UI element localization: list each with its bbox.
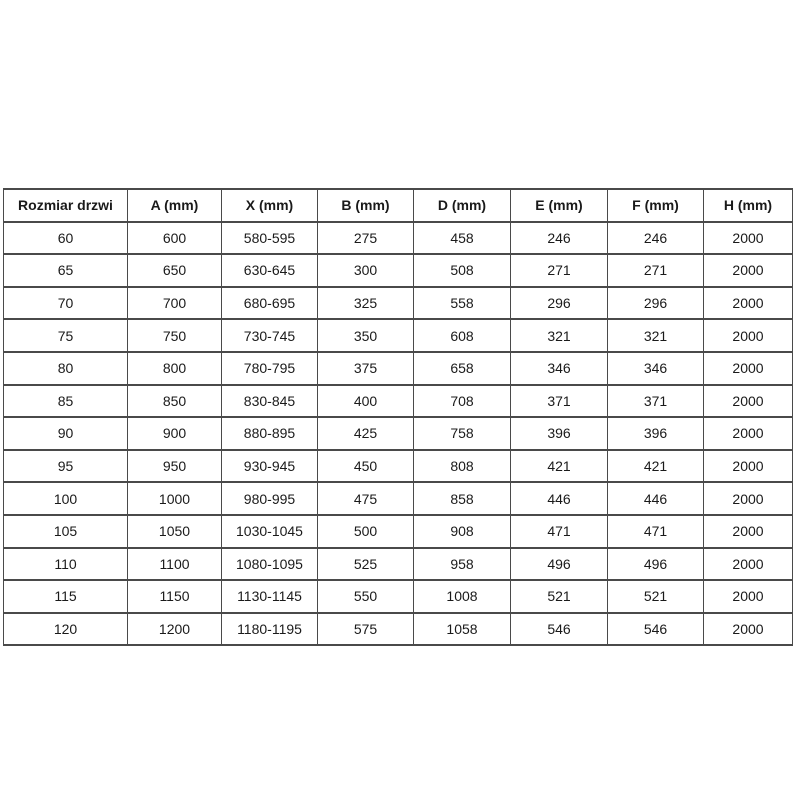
table-row — [4, 352, 793, 385]
table-row — [4, 254, 793, 287]
table-row — [4, 287, 793, 320]
data-cell: 471 — [511, 515, 608, 548]
header-cell: D (mm) — [414, 189, 511, 222]
data-cell: 1058 — [414, 613, 511, 646]
table-body — [4, 222, 793, 646]
data-cell: 246 — [511, 222, 608, 255]
data-cell: 830-845 — [222, 385, 318, 418]
header-cell: F (mm) — [608, 189, 704, 222]
data-cell: 521 — [511, 580, 608, 613]
data-cell: 458 — [414, 222, 511, 255]
data-cell: 446 — [608, 482, 704, 515]
header-cell: B (mm) — [318, 189, 414, 222]
table-row — [4, 385, 793, 418]
data-cell: 246 — [608, 222, 704, 255]
data-cell: 346 — [511, 352, 608, 385]
data-cell: 2000 — [704, 482, 793, 515]
data-cell: 1100 — [128, 548, 222, 581]
data-cell: 1008 — [414, 580, 511, 613]
data-cell: 60 — [4, 222, 128, 255]
door-dimensions-table — [3, 188, 793, 646]
data-cell: 2000 — [704, 352, 793, 385]
data-cell: 708 — [414, 385, 511, 418]
data-cell: 900 — [128, 417, 222, 450]
data-cell: 1000 — [128, 482, 222, 515]
data-cell: 808 — [414, 450, 511, 483]
data-cell: 980-995 — [222, 482, 318, 515]
data-cell: 446 — [511, 482, 608, 515]
data-cell: 75 — [4, 319, 128, 352]
data-cell: 425 — [318, 417, 414, 450]
data-cell: 271 — [608, 254, 704, 287]
table-row — [4, 482, 793, 515]
data-cell: 525 — [318, 548, 414, 581]
table-header-row — [4, 189, 793, 222]
data-cell: 2000 — [704, 222, 793, 255]
data-cell: 471 — [608, 515, 704, 548]
data-cell: 1130-1145 — [222, 580, 318, 613]
data-cell: 2000 — [704, 254, 793, 287]
data-cell: 930-945 — [222, 450, 318, 483]
data-cell: 296 — [511, 287, 608, 320]
data-cell: 850 — [128, 385, 222, 418]
data-cell: 70 — [4, 287, 128, 320]
data-cell: 115 — [4, 580, 128, 613]
data-cell: 650 — [128, 254, 222, 287]
data-cell: 780-795 — [222, 352, 318, 385]
data-cell: 2000 — [704, 385, 793, 418]
header-cell: Rozmiar drzwi — [4, 189, 128, 222]
header-cell: X (mm) — [222, 189, 318, 222]
data-cell: 120 — [4, 613, 128, 646]
data-cell: 1180-1195 — [222, 613, 318, 646]
table-row — [4, 613, 793, 646]
data-cell: 658 — [414, 352, 511, 385]
data-cell: 296 — [608, 287, 704, 320]
data-cell: 300 — [318, 254, 414, 287]
data-cell: 275 — [318, 222, 414, 255]
data-cell: 2000 — [704, 515, 793, 548]
data-cell: 2000 — [704, 450, 793, 483]
data-cell: 508 — [414, 254, 511, 287]
header-cell: A (mm) — [128, 189, 222, 222]
data-cell: 475 — [318, 482, 414, 515]
data-cell: 1050 — [128, 515, 222, 548]
data-cell: 400 — [318, 385, 414, 418]
data-cell: 271 — [511, 254, 608, 287]
data-cell: 500 — [318, 515, 414, 548]
data-cell: 1030-1045 — [222, 515, 318, 548]
data-cell: 750 — [128, 319, 222, 352]
data-cell: 65 — [4, 254, 128, 287]
data-cell: 958 — [414, 548, 511, 581]
data-cell: 600 — [128, 222, 222, 255]
data-cell: 2000 — [704, 287, 793, 320]
data-cell: 85 — [4, 385, 128, 418]
data-cell: 325 — [318, 287, 414, 320]
table-row — [4, 548, 793, 581]
table-row — [4, 515, 793, 548]
data-cell: 558 — [414, 287, 511, 320]
data-cell: 575 — [318, 613, 414, 646]
data-cell: 630-645 — [222, 254, 318, 287]
data-cell: 2000 — [704, 417, 793, 450]
data-cell: 800 — [128, 352, 222, 385]
data-cell: 880-895 — [222, 417, 318, 450]
data-cell: 700 — [128, 287, 222, 320]
table-row — [4, 319, 793, 352]
data-cell: 680-695 — [222, 287, 318, 320]
data-cell: 421 — [608, 450, 704, 483]
data-cell: 608 — [414, 319, 511, 352]
data-cell: 496 — [511, 548, 608, 581]
data-cell: 730-745 — [222, 319, 318, 352]
data-cell: 371 — [608, 385, 704, 418]
data-cell: 2000 — [704, 319, 793, 352]
table-row — [4, 450, 793, 483]
data-cell: 580-595 — [222, 222, 318, 255]
table-row — [4, 417, 793, 450]
header-cell: H (mm) — [704, 189, 793, 222]
data-cell: 1150 — [128, 580, 222, 613]
data-cell: 546 — [608, 613, 704, 646]
data-cell: 371 — [511, 385, 608, 418]
data-cell: 1080-1095 — [222, 548, 318, 581]
data-cell: 1200 — [128, 613, 222, 646]
header-cell: E (mm) — [511, 189, 608, 222]
data-cell: 858 — [414, 482, 511, 515]
data-cell: 550 — [318, 580, 414, 613]
data-cell: 2000 — [704, 580, 793, 613]
data-cell: 321 — [608, 319, 704, 352]
data-cell: 110 — [4, 548, 128, 581]
data-cell: 2000 — [704, 613, 793, 646]
data-cell: 496 — [608, 548, 704, 581]
data-cell: 396 — [608, 417, 704, 450]
data-cell: 521 — [608, 580, 704, 613]
data-cell: 350 — [318, 319, 414, 352]
data-cell: 100 — [4, 482, 128, 515]
table-header — [4, 189, 793, 222]
data-cell: 90 — [4, 417, 128, 450]
data-cell: 105 — [4, 515, 128, 548]
data-cell: 950 — [128, 450, 222, 483]
data-cell: 95 — [4, 450, 128, 483]
data-cell: 546 — [511, 613, 608, 646]
data-cell: 421 — [511, 450, 608, 483]
data-cell: 375 — [318, 352, 414, 385]
data-cell: 758 — [414, 417, 511, 450]
data-cell: 2000 — [704, 548, 793, 581]
table-row — [4, 222, 793, 255]
table-row — [4, 580, 793, 613]
data-cell: 321 — [511, 319, 608, 352]
data-cell: 450 — [318, 450, 414, 483]
data-cell: 346 — [608, 352, 704, 385]
data-cell: 80 — [4, 352, 128, 385]
data-cell: 908 — [414, 515, 511, 548]
data-cell: 396 — [511, 417, 608, 450]
